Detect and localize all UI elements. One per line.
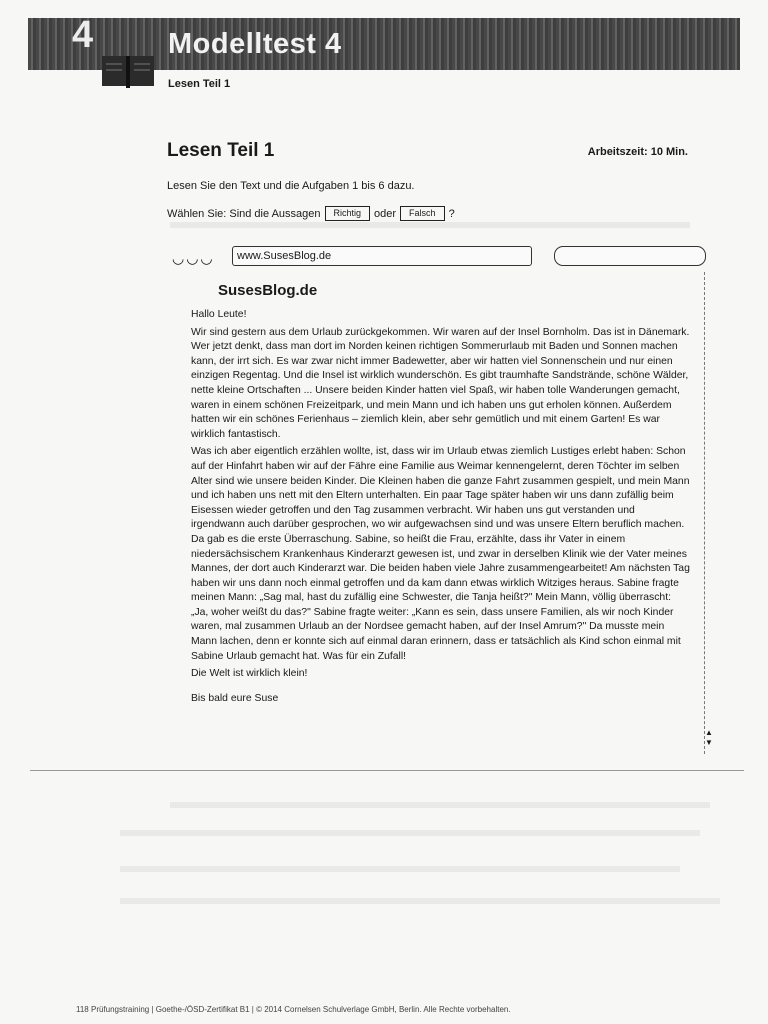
browser-nav-icons: ◡◡◡	[172, 250, 215, 266]
bleed-through-line	[120, 898, 720, 904]
page-footer: 118 Prüfungstraining | Goethe-/ÖSD-Zertifikat B1 | © 2014 Cornelsen Schulverlage GmbH, Berlin. Alle Rechte vorbehalten.	[76, 1005, 511, 1014]
option-falsch: Falsch	[400, 206, 445, 221]
subsection-label: Lesen Teil 1	[168, 78, 231, 90]
bleed-through-line	[120, 866, 680, 872]
browser-toolbar	[172, 246, 712, 268]
bleed-through-line	[120, 830, 700, 836]
bleed-through-line	[170, 222, 690, 228]
instruction-prefix: Wählen Sie: Sind die Aussagen	[167, 207, 321, 220]
instruction-conjunction: oder	[374, 207, 397, 220]
blog-greeting: Hallo Leute!	[191, 309, 247, 320]
scrollbar	[704, 272, 717, 754]
instruction-suffix: ?	[448, 207, 455, 220]
blog-post	[191, 308, 691, 709]
browser-search-box	[554, 246, 706, 266]
bleed-through-line	[170, 802, 710, 808]
address-bar: www.SusesBlog.de	[232, 246, 532, 266]
instruction-read: Lesen Sie den Text und die Aufgaben 1 bis 6 dazu.	[167, 180, 415, 192]
work-time: Arbeitszeit: 10 Min.	[587, 146, 688, 158]
blog-paragraph: Was ich aber eigentlich erzählen wollte, ist, dass wir im Urlaub etwas ziemlich Lustiges erlebt haben: Schon auf der Hinfahrt haben wir auf der Fähre eine Familie aus Weimar kennengelernt, deren Töchter im selben Alter sind wie unsere beiden Kinder. Die Kleinen haben die ganze Fahrt zusammen gespielt, und mein Mann und ich haben uns nett mit den Eltern unterhalten. Ein paar Tage später haben wir uns dann zufällig beim Eisessen wieder getroffen und den Tag zusammen verbracht. Wir haben uns gut verstanden und irgendwann auch darüber gesprochen, wo wir aufgewachsen sind und was unsere Eltern beruflich machen. Da gab es die erste Überraschung. Sabine, so heißt die Frau, erzählte, dass ihr Vater in einem niedersächsischem Krankenhaus Kinderarzt gewesen ist, und zwar in derselben Klinik wie der Vater meines Mannes, der dort auch Kinderarzt war. Die beiden haben viele Jahre zusammengearbeitet! Am nächsten Tag haben wir uns dann noch einmal getroffen und da kam dann etwas wirklich Witziges heraus. Sabine fragte meinen Mann: „Sag mal, hast du zufällig eine Schwester, die Tanja heißt?" Mein Mann, völlig überrascht: „Ja, woher weißt du das?" Sabine fragte weiter: „Kann es sein, dass unsere Familien, als wir noch Kinder waren, mal zusammen Urlaub an der Nordsee gemacht haben, auf der Insel Amrum?" Da musste mein Mann lachen, denn er konnte sich auf einmal daran erinnern, dass er tatsächlich als Kind schon einmal mit Sabine Urlaub gemacht hat. Was für ein Zufall!	[191, 446, 690, 662]
scroll-arrows-icon: ▲ ▼	[705, 728, 713, 747]
blog-title: SusesBlog.de	[218, 282, 318, 299]
test-title: Modelltest 4	[168, 28, 342, 60]
section-title: Lesen Teil 1	[167, 140, 275, 161]
blog-signoff: Bis bald eure Suse	[191, 692, 279, 704]
chapter-number: 4	[72, 14, 94, 56]
book-icon	[100, 52, 156, 92]
section-divider	[30, 770, 744, 771]
instruction-choose	[167, 206, 455, 221]
blog-paragraph: Wir sind gestern aus dem Urlaub zurückgekommen. Wir waren auf der Insel Bornholm. Das ist in Dänemark. Wer jetzt denkt, dass man dort im Norden keinen richtigen Sommerurlaub mit Baden und Sonnen machen kann, der irrt sich. Es war zwar nicht immer Badewetter, aber wir hatten viel Sonnenschein und nur einen einzigen Regentag. Und die Insel ist wirklich wunderschön. Es gibt traumhafte Sandstrände, schöne Wälder, nette kleine Ortschaften ... Unsere beiden Kinder hatten viel Spaß, wir haben tolle Wanderungen gemacht, waren in einem schönen Freizeitpark, und mein Mann und ich haben uns gut erholen können. Außerdem hatten wir ein schönes Ferienhaus – ziemlich klein, aber sehr gemütlich und mit einem Garten! Es war wirklich fantastisch.	[191, 326, 690, 440]
blog-closing: Die Welt ist wirklich klein!	[191, 668, 308, 680]
option-richtig: Richtig	[325, 206, 371, 221]
